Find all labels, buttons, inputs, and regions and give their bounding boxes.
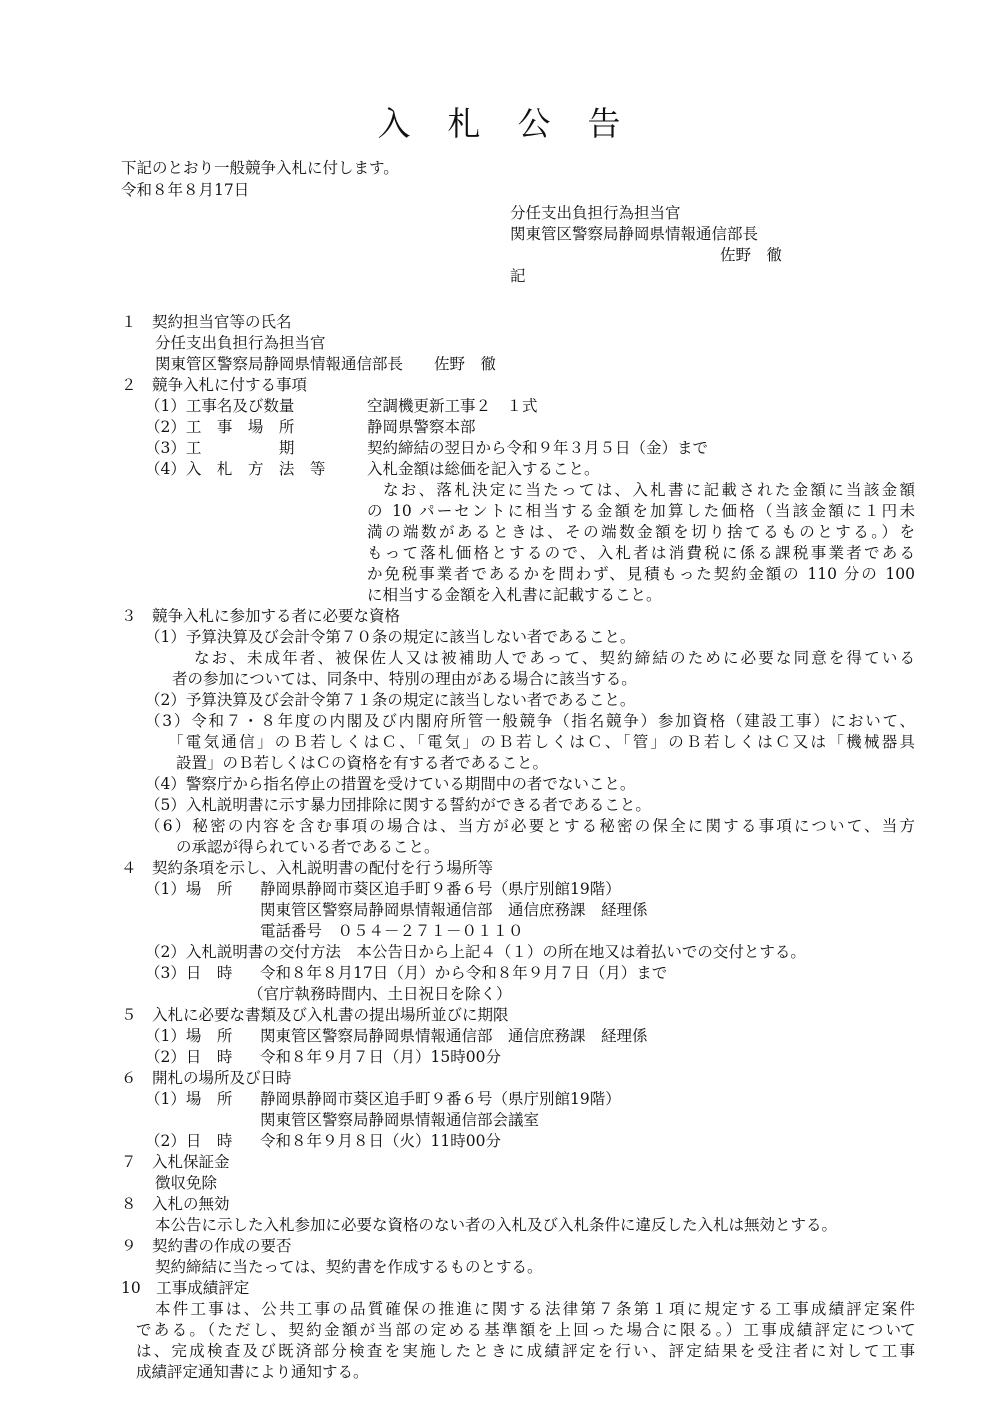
section-10-heading: 10 工事成績評定 (121, 1279, 250, 1297)
notice-date: 令和８年８月17日 (121, 181, 250, 199)
item-label: （1）工事名及び数量 (145, 397, 295, 415)
qualification-item: （3）令和７・８年度の内閣及び内閣府所管一般競争（指名競争）参加資格（建設工事）において、 (145, 712, 915, 730)
qualification-item: （1）予算決算及び会計令第７０条の規定に該当しない者であること。 (145, 628, 636, 646)
qualification-item: （2）予算決算及び会計令第７１条の規定に該当しない者であること。 (145, 691, 636, 709)
item-label: （3）工 期 (145, 439, 295, 457)
qualification-note: 者の参加については、同条中、特別の理由がある場合に該当する。 (172, 670, 637, 688)
section-2-heading: ２ 競争入札に付する事項 (121, 376, 308, 394)
item-value: 入札金額は総価を記入すること。 (367, 460, 600, 478)
item-value: 関東管区警察局静岡県情報通信部 通信庶務課 経理係 (260, 1027, 648, 1045)
section-10-line: は、完成検査及び既済部分検査を実施したときに成績評定を行い、評定結果を受注者に対して工事 (136, 1342, 915, 1360)
bid-method-paragraph-line: もって落札価格とするので、入札者は消費税に係る課税事業者である (367, 544, 915, 562)
section-3-heading: ３ 競争入札に参加する者に必要な資格 (121, 607, 401, 625)
section-9-body: 契約締結に当たっては、契約書を作成するものとする。 (155, 1258, 543, 1276)
issuer-role: 分任支出負担行為担当官 (510, 204, 681, 222)
item-value: 静岡県警察本部 (367, 418, 476, 436)
item-label: （4）入 札 方 法 等 (145, 460, 326, 478)
qualification-item: （5）入札説明書に示す暴力団排除に関する誓約ができる者であること。 (145, 796, 651, 814)
bid-method-paragraph-line: の 10 パーセントに相当する金額を加算した価格（当該金額に１円未 (367, 502, 915, 520)
item-value: 令和８年８月17日（月）から令和８年９月７日（月）まで (260, 964, 668, 982)
item-value: 静岡県静岡市葵区追手町９番６号（県庁別館19階） (260, 1090, 621, 1108)
section-4-heading: ４ 契約条項を示し、入札説明書の配付を行う場所等 (121, 859, 494, 877)
item-line: （2）入札説明書の交付方法 本公告日から上記４（１）の所在地又は着払いでの交付とする。 (145, 943, 806, 961)
item-value: 静岡県静岡市葵区追手町９番６号（県庁別館19階） (260, 880, 621, 898)
item-value: 令和８年９月７日（月）15時00分 (260, 1048, 501, 1066)
item-value: 関東管区警察局静岡県情報通信部 通信庶務課 経理係 (260, 901, 648, 919)
bid-method-paragraph-line: 満の端数があるときは、その端数金額を切り捨てるものとする。）を (367, 523, 915, 541)
section-10-line: 成績評定通知書により通知する。 (136, 1363, 369, 1381)
item-note: （官庁執務時間内、土日祝日を除く） (248, 985, 512, 1003)
item-value: 空調機更新工事２ １式 (367, 397, 538, 415)
section-10-line: である。（ただし、契約金額が当部の定める基準額を上回った場合に限る。）工事成績評定につい (136, 1321, 901, 1339)
phone-number: 電話番号 ０５４－２７１－０１１０ (260, 922, 524, 940)
section-5-heading: ５ 入札に必要な書類及び入札書の提出場所並びに期限 (121, 1006, 509, 1024)
qualification-item: （4）警察庁から指名停止の措置を受けている期間中の者でないこと。 (145, 775, 636, 793)
item-label: （1）場 所 (145, 1027, 233, 1045)
section-10-line-end: て (900, 1321, 916, 1339)
item-label: （2）工 事 場 所 (145, 418, 295, 436)
qualification-note: なお、未成年者、被保佐人又は被補助人であって、契約締結のために必要な同意を得ている (194, 649, 915, 667)
section-7-body: 徴収免除 (155, 1174, 218, 1192)
section-8-body: 本公告に示した入札参加に必要な資格のない者の入札及び入札条件に違反した入札は無効とする。 (155, 1216, 838, 1234)
bid-method-paragraph-line: に相当する金額を入札書に記載すること。 (367, 586, 662, 604)
section-8-heading: ８ 入札の無効 (121, 1195, 230, 1213)
item-label: （1）場 所 (145, 880, 233, 898)
section-1-line: 分任支出負担行為担当官 (155, 334, 326, 352)
page-title: 入 札 公 告 (377, 104, 623, 143)
item-label: （2）日 時 (145, 1048, 233, 1066)
section-1-line: 関東管区警察局静岡県情報通信部長 佐野 徹 (155, 355, 497, 373)
issuer-department: 関東管区警察局静岡県情報通信部長 (510, 225, 759, 243)
section-6-heading: ６ 開札の場所及び日時 (121, 1069, 292, 1087)
qualification-item: （6）秘密の内容を含む事項の場合は、当方が必要とする秘密の保全に関する事項について、当方 (145, 817, 915, 835)
intro-text: 下記のとおり一般競争入札に付します。 (121, 159, 399, 177)
item-value: 令和８年９月８日（火）11時00分 (260, 1132, 501, 1150)
item-label: （1）場 所 (145, 1090, 233, 1108)
section-1-heading: １ 契約担当官等の氏名 (121, 313, 292, 331)
section-9-heading: ９ 契約書の作成の要否 (121, 1237, 292, 1255)
ki-marker: 記 (510, 267, 526, 285)
section-10-line: 本件工事は、公共工事の品質確保の推進に関する法律第７条第１項に規定する工事成績評定案件 (155, 1300, 915, 1318)
bid-method-paragraph-line: なお、落札決定に当たっては、入札書に記載された金額に当該金額 (383, 481, 915, 499)
issuer-name: 佐野 徹 (720, 246, 783, 264)
item-value: 関東管区警察局静岡県情報通信部会議室 (260, 1111, 540, 1129)
item-label: （2）日 時 (145, 1132, 233, 1150)
item-label: （3）日 時 (145, 964, 233, 982)
qualification-item-cont: の承認が得られている者であること。 (176, 838, 440, 856)
item-value: 契約締結の翌日から令和９年３月５日（金）まで (367, 439, 709, 457)
qualification-item-cont: 「電気通信」のＢ若しくはＣ、「電気」のＢ若しくはＣ、「管」のＢ若しくはＣ又は「機械器具 (168, 733, 915, 751)
bid-method-paragraph-line: か免税事業者であるかを問わず、見積もった契約金額の 110 分の 100 (367, 565, 915, 583)
qualification-item-cont: 設置」のＢ若しくはＣの資格を有する者であること。 (176, 754, 549, 772)
section-7-heading: ７ 入札保証金 (121, 1153, 230, 1171)
